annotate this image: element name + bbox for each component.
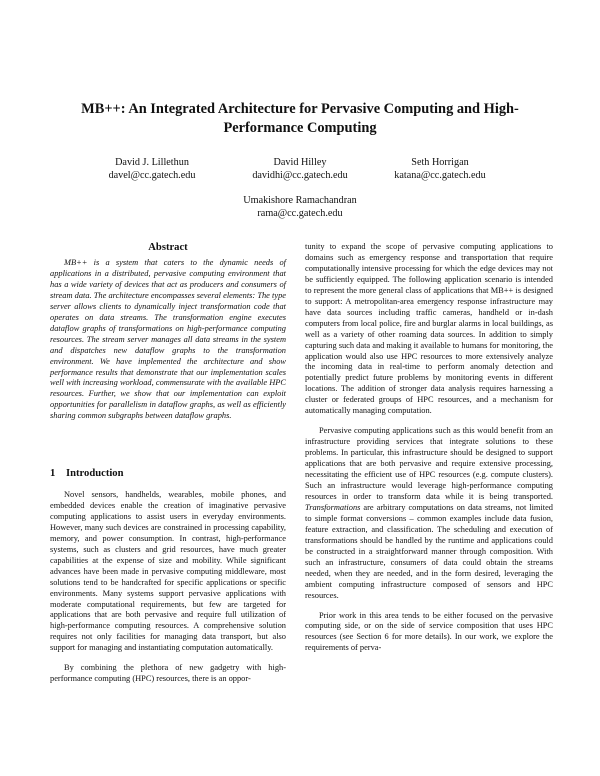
section-heading [50, 468, 286, 479]
author-email: davidhi@cc.gatech.edu [252, 170, 348, 181]
body-paragraph: tunity to expand the scope of pervasive computing applications to domains such as emergency response and transportation that require computationally intensive processing for which the edge devices may not be sufficiently equipped. The following application scenario is intended to represent the more general class of applications that MB++ is designed to support: A metropolitan-area emergency response infrastructure may have data sources including traffic cameras, handheld or in-dash computers from local police, fire and burglar alarms in local buildings, as well as a variety of other roaming data sources. In addition to simply capturing such data and making it available to humans for monitoring, the application would also use HPC resources to more extensively analyze the incoming data in real-time to perform anomaly detection and potentially predict future problems by monitoring events in different locations. The addition of stronger data analysis requires harnessing a cluster or federated groups of HPC resources, and a mechanism for automatically managing computation. [305, 242, 553, 416]
body-paragraph [305, 426, 553, 601]
paragraph-text: Pervasive computing applications such as this would benefit from an infrastructure providing services that integrate solutions to these problems. In particular, this infrastructure should be designed to support applications that are both pervasive and require extensive processing, necessitating the efficient use of HPC resources (e.g. compute clusters). Such an infrastructure would leverage high-performance computing resources in order to transform data while it is being transported. [305, 426, 553, 501]
body-paragraph: By combining the plethora of new gadgetry with high-performance computing (HPC) resources, there is an oppor- [50, 663, 286, 684]
author-block [230, 156, 370, 182]
right-column-body [305, 242, 553, 654]
paper-title: MB++: An Integrated Architecture for Pervasive Computing and High-Performance Computing [81, 101, 519, 136]
author-name: Umakishore Ramachandran [243, 195, 357, 206]
author-block [82, 156, 222, 182]
author-block [220, 194, 380, 220]
emphasized-term: Transformations [305, 502, 361, 512]
section-title: Introduction [66, 468, 124, 479]
left-column-body [50, 490, 286, 685]
body-paragraph: Novel sensors, handhelds, wearables, mobile phones, and embedded devices enable the creation of imaginative pervasive computing applications to assist users in everyday environments. However, many such devices are constrained in processing capability, memory, and power consumption. In contrast, high-performance systems, such as clusters and grid resources, have much greater capabilities at the expense of size and mobility. While significant advances have been made in pervasive computing middleware, most solutions tend to be handcrafted for specific applications or specific environments. Many systems support pervasive applications with moderate computational requirements, but few are targeted for applications that are both pervasive and require full utilization of high-performance computing resources. A comprehensive solution requires not only facilities for managing data transport, but also support for managing and instantiating computation automatically. [50, 490, 286, 653]
section-number: 1 [50, 468, 56, 479]
paragraph-text: are arbitrary computations on data streams, not limited to simple format conversions – common examples include data fusion, feature extraction, and classification. The scheduling and execution of transformations should be handled by the runtime and applications could be constructed in a straightforward manner through composition. With such an infrastructure, consumers of data could obtain the streams needed, when they are needed, and in the form desired, leveraging the ambient computing infrastructure composed of sensors and HPC resources. [305, 502, 553, 600]
abstract-paragraph: MB++ is a system that caters to the dynamic needs of applications in a distributed, pervasive computing environment that has a wide variety of devices that act as producers and consumers of stream data. The architecture encompasses several elements: The type server allows clients to dynamically inject transformation code that operates on data streams. The transformation engine executes dataflow graphs of transformations on high-performance computing resources. The stream server manages all data streams in the system and dispatches new dataflow graphs to the transformation environment. We have implemented the architecture and show performance results that demonstrate that our implementation scales well with increasing workload, commensurate with the available HPC resources. Further, we show that our implementation can exploit opportunities for parallelism in dataflow graphs, as well as efficiently sharing common subgraphs between dataflow graphs. [50, 258, 286, 421]
author-email: rama@cc.gatech.edu [257, 208, 343, 219]
abstract-heading: Abstract [148, 242, 188, 253]
author-name: David J. Lillethun [115, 157, 189, 168]
author-email: katana@cc.gatech.edu [394, 170, 486, 181]
author-email: davel@cc.gatech.edu [108, 170, 196, 181]
abstract-text [50, 258, 286, 422]
author-name: David Hilley [273, 157, 327, 168]
author-block [370, 156, 510, 182]
author-name: Seth Horrigan [411, 157, 469, 168]
body-paragraph: Prior work in this area tends to be either focused on the pervasive computing side, or on the side of service composition that uses HPC resources (see Section 6 for more details). In our work, we explore the requirements of perva- [305, 610, 553, 653]
